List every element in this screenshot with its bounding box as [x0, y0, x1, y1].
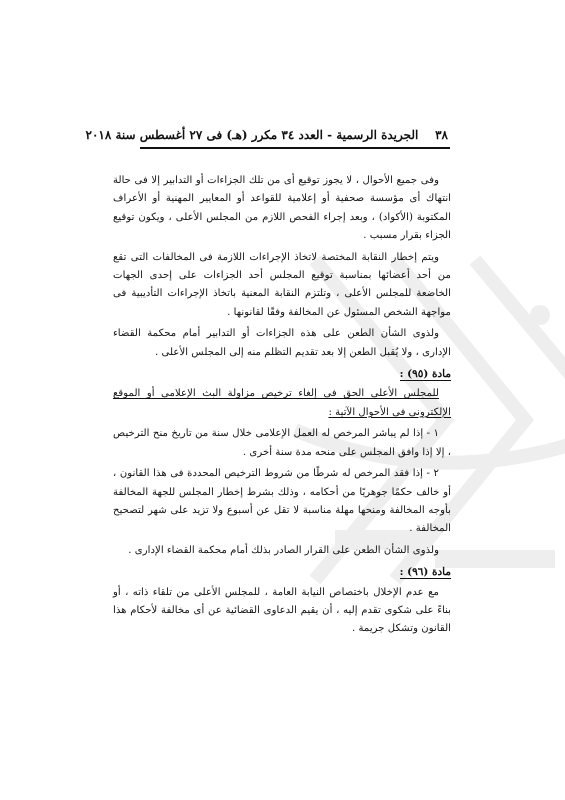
paragraph: ولذوى الشأن الطعن على هذه الجزاءات أو التدابير أمام محكمة القضاء الإدارى ، ولا يُقبل الطعن إلا بعد تقديم التظلم منه إلى المجلس الأعلى . — [113, 328, 451, 358]
paragraph: وفى جميع الأحوال ، لا يجوز توقيع أى من تلك الجزاءات أو التدابير إلا فى حالة انتهاك أى مؤسسة صحفية أو إعلامية للقواعد أو المعايير المهنية أو الأعراف المكتوبة (الأكواد) ، وبعد إجراء الفحص اللازم من المجلس الأعلى ، ويكون توقيع الجزاء بقرار مسبب . — [113, 175, 451, 242]
article-heading-96: مادة (٩٦) : — [399, 566, 451, 579]
header-divider — [140, 147, 450, 149]
page-number: ٣٨ — [435, 128, 448, 142]
paragraph: للمجلس الأعلى الحق فى إلغاء ترخيص مزاولة البث الإعلامى أو الموقع الإلكترونى فى الأحوال الآتية : — [113, 388, 451, 418]
paragraph: مع عدم الإخلال باختصاص النيابة العامة ، للمجلس الأعلى من تلقاء ذاته ، أو بناءً على شكوى تقدم إليه ، أن يقيم الدعاوى القضائية عن أى مخالفة لأحكام هذا القانون وتشكل جريمة . — [113, 586, 451, 635]
page-header — [85, 128, 448, 142]
list-item: ١ - إذا لم يباشر المرخص له العمل الإعلامى خلال سنة من تاريخ منح الترخيص ، إلا إذا وافق المجلس على منحه مدة سنة أخرى . — [113, 428, 451, 458]
document-body — [113, 172, 451, 642]
paragraph: ولذوى الشأن الطعن على القرار الصادر بذلك أمام محكمة القضاء الإدارى . — [128, 544, 439, 556]
article-heading-95: مادة (٩٥) : — [399, 368, 451, 381]
gazette-title: الجريدة الرسمية - العدد ٣٤ مكرر (هـ) فى ٢٧ أغسطس سنة ٢٠١٨ — [85, 128, 419, 142]
list-item: ٢ - إذا فقد المرخص له شرطًا من شروط الترخيص المحددة فى هذا القانون ، أو خالف حكمًا جوهريًا من أحكامه ، وذلك بشرط إخطار المجلس للجهة المخالفة بأوجه المخالفة ومنحها مهلة مناسبة لا تقل عن أسبوع ولا تزيد على شهر لتصحيح المخالفة . — [113, 468, 451, 535]
paragraph: ويتم إخطار النقابة المختصة لاتخاذ الإجراءات اللازمة فى المخالفات التى تقع من أحد أعضائها بمناسبة توقيع المجلس أحد الجزاءات على إحدى الجهات الخاضعة للمجلس الأعلى ، وتلتزم النقابة المعنية باتخاذ الإجراءات التأديبية فى مواجهة الشخص المسئول عن المخالفة وفقًا لقانونها . — [113, 251, 451, 318]
